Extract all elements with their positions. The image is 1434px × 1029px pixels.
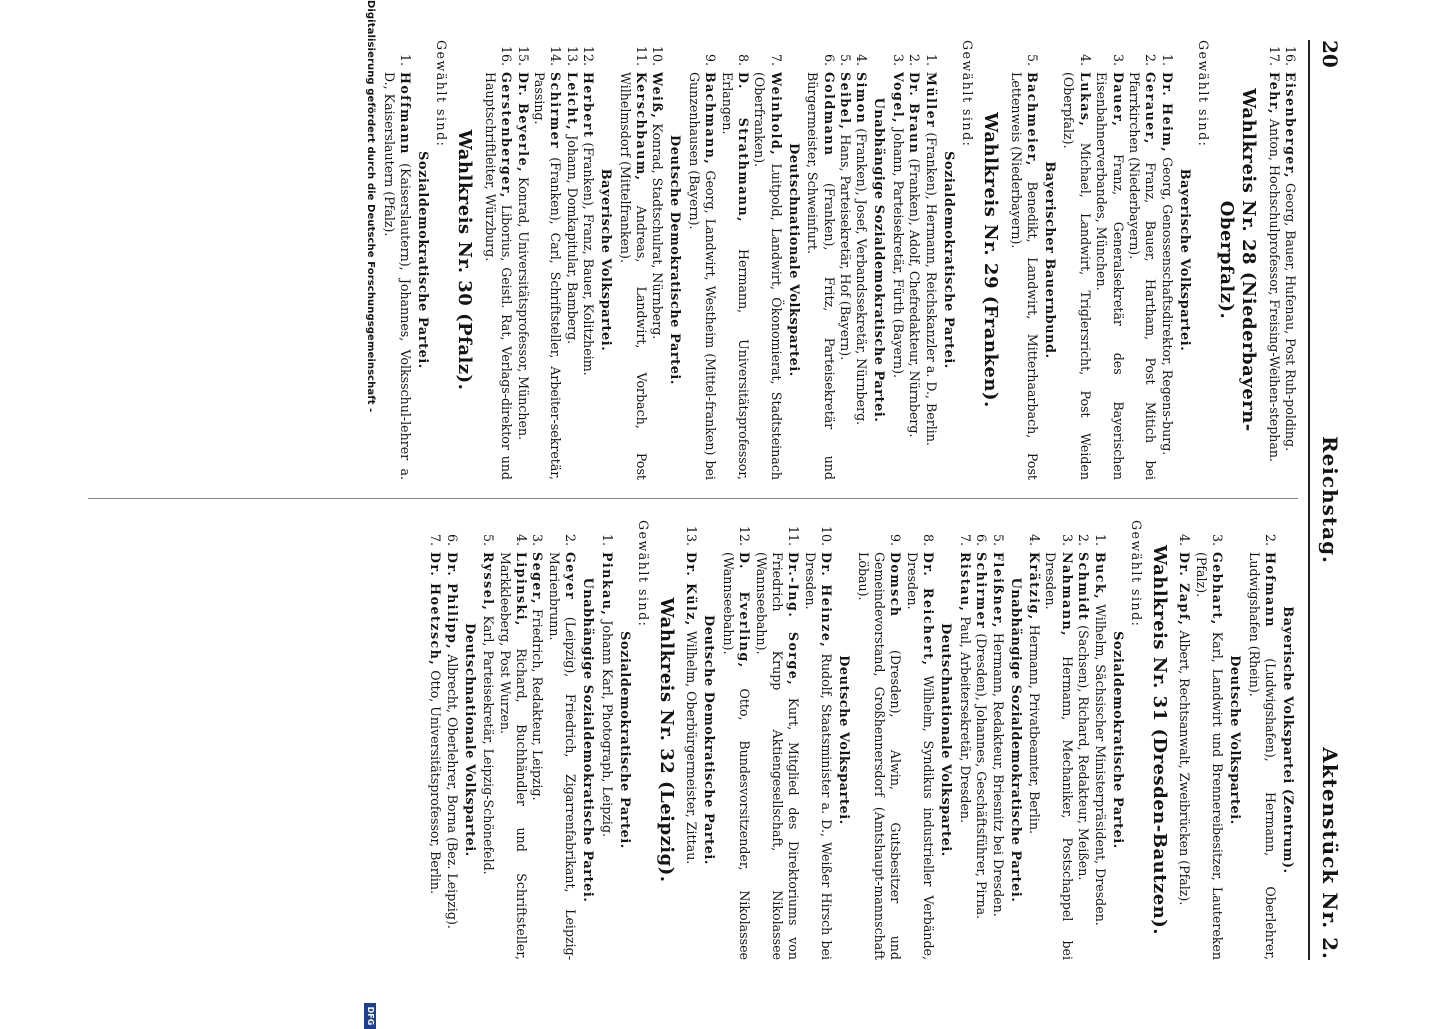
member-entry xyxy=(1026,520,1042,960)
member-name: Weinhold, xyxy=(768,72,784,157)
member-entry xyxy=(1042,520,1075,960)
entry-text xyxy=(649,72,665,480)
member-name: Müller xyxy=(923,72,939,129)
member-details: Johann, Domkapitular, Bamberg. xyxy=(564,135,580,345)
member-name: Dr. Külz, xyxy=(684,552,700,627)
member-name: Goldmann xyxy=(821,72,837,157)
member-entry xyxy=(1007,40,1040,480)
constituency-heading: Wahlkreis Nr. 29 (Franken). xyxy=(980,112,1002,408)
member-details: Paul, Arbeitersekretär, Dresden. xyxy=(957,616,973,824)
right-column xyxy=(427,520,1298,960)
party-heading: Deutschnationale Volkspartei. xyxy=(461,623,477,857)
member-name: Dr. Hoetzsch, xyxy=(428,552,444,667)
member-details: Hermann, Redakteur, Briesnitz bei Dresden. xyxy=(990,632,1006,917)
member-details: Andreas, Landwirt, Vorbach, Post Wilhelmsdorf (Mittelfranken). xyxy=(617,72,650,480)
entry-number: 4. xyxy=(1077,53,1093,66)
member-entry xyxy=(956,520,972,960)
member-name: Dr. Philipp, xyxy=(444,552,460,651)
member-entry xyxy=(890,40,906,480)
member-details: Johann Karl, Photograph, Leipzig. xyxy=(599,620,615,838)
member-name: Seger, xyxy=(530,552,546,606)
member-entry xyxy=(801,520,834,960)
entry-number: 2. xyxy=(907,53,923,66)
entry-text xyxy=(837,72,853,480)
member-entry xyxy=(752,520,801,960)
entry-number: 6. xyxy=(821,53,837,66)
entry-number: 9. xyxy=(703,53,719,66)
member-details: (Franken), Franz, Bauer, Kolitzheim. xyxy=(581,142,597,376)
member-details: Luitpold, Landwirt, Ökonomierat, Stadtsteinach (Oberfranken). xyxy=(752,72,784,480)
entry-number: 3. xyxy=(890,53,906,66)
party-heading: Unabhängige Sozialdemokratische Partei. xyxy=(580,577,596,903)
member-details: Hermann, Privatbeamter, Berlin. xyxy=(1026,624,1042,835)
member-name: Schmidt xyxy=(1076,552,1092,622)
member-name: Lukas, xyxy=(1077,72,1093,128)
constituency-heading: Wahlkreis Nr. 28 (Niederbayern-Oberpfalz). xyxy=(1216,88,1260,432)
entry-text xyxy=(854,552,903,960)
entry-text xyxy=(1060,72,1093,480)
member-details: Konrad, Universitätsprofessor, München. xyxy=(515,177,531,441)
entry-number: 5. xyxy=(838,53,854,66)
entry-number: 14. xyxy=(548,45,564,66)
member-details: Johann, Parteisekretär, Fürth (Bayern). xyxy=(890,128,906,379)
member-entry xyxy=(906,40,922,480)
party-heading: Deutsche Demokratische Partei. xyxy=(701,615,717,865)
member-entry xyxy=(443,520,459,960)
member-entry xyxy=(380,40,413,480)
elected-label: Gewählt sind: xyxy=(1128,520,1144,628)
entry-text xyxy=(545,552,578,960)
member-entry xyxy=(563,40,579,480)
entry-text xyxy=(1075,552,1091,960)
entry-number: 2. xyxy=(1076,533,1092,546)
member-name: Bachmann, xyxy=(703,72,719,166)
member-details: (Sachsen), Richard, Redakteur, Meißen. xyxy=(1076,625,1092,881)
party-heading: Deutsche Volkspartei. xyxy=(836,655,852,825)
member-entry xyxy=(529,520,545,960)
party-heading: Deutsche Demokratische Partei. xyxy=(667,135,683,385)
party-heading: Bayerische Volkspartei (Zentrum). xyxy=(1280,606,1295,874)
member-name: Schirmer xyxy=(974,552,990,630)
member-entry xyxy=(481,40,514,480)
member-name: Fehr, xyxy=(1266,72,1282,116)
member-entry xyxy=(480,520,496,960)
member-entry xyxy=(751,40,784,480)
entry-text xyxy=(906,72,922,480)
constituency-heading: Wahlkreis Nr. 31 (Dresden-Bautzen). xyxy=(1148,544,1170,936)
page-number: 20 xyxy=(1318,40,1342,68)
entry-number: 7. xyxy=(768,53,784,66)
member-name: Hoffmann xyxy=(397,72,413,155)
entry-number: 4. xyxy=(1177,533,1193,546)
entry-number: 1. xyxy=(1092,533,1108,546)
member-name: Hofmann xyxy=(1263,552,1278,629)
entry-text xyxy=(514,72,530,480)
member-entry xyxy=(598,520,614,960)
member-entry xyxy=(854,520,903,960)
entry-number: 6. xyxy=(974,533,990,546)
entry-text xyxy=(598,552,614,960)
member-details: Hermann, Mechaniker, Postschappel bei Dresden. xyxy=(1043,552,1075,960)
entry-text xyxy=(685,72,718,480)
member-name: Dr.-Ing. Sorge, xyxy=(786,552,802,687)
entry-number: 1. xyxy=(599,533,615,546)
member-name: Ryssel, xyxy=(481,552,497,612)
member-entry xyxy=(514,40,530,480)
header-document-number: Aktenstück Nr. 2. xyxy=(1318,747,1342,960)
entry-number: 2. xyxy=(1263,533,1278,546)
member-details: Liborius, Geistl. Rat, Verlags-direktor und Hauptschriftleiter, Würzburg. xyxy=(482,72,515,480)
member-details: Kurt, Mitglied des Direktoriums von Friedrich Krupp Aktiengesellschaft, Nikolassee (Wannseebahn). xyxy=(753,552,802,960)
entry-number: 1. xyxy=(923,53,939,66)
entry-text xyxy=(718,72,751,480)
elected-label: Gewählt sind: xyxy=(636,520,652,628)
entry-number: 9. xyxy=(888,533,904,546)
member-entry xyxy=(649,40,665,480)
party-heading: Unabhängige Sozialdemokratische Partei. xyxy=(1007,577,1023,903)
entry-text xyxy=(890,72,906,480)
member-details: Albrecht, Oberlehrer, Borna (Bez. Leipzig). xyxy=(444,654,460,929)
entry-number: 1. xyxy=(1159,53,1175,66)
entry-text xyxy=(904,552,937,960)
member-name: Herbert xyxy=(581,72,597,139)
entry-text xyxy=(719,552,752,960)
entry-text xyxy=(427,552,443,960)
member-entry xyxy=(1282,40,1298,480)
member-entry xyxy=(683,520,699,960)
entry-text xyxy=(1007,72,1040,480)
party-heading: Deutschnationale Volkspartei. xyxy=(938,623,954,857)
entry-number: 3. xyxy=(530,533,546,546)
entry-number: 4. xyxy=(1026,533,1042,546)
member-details: (Ludwigshafen), Hermann, Oberlehrer, Ludwigshafen (Rhein). xyxy=(1246,552,1278,960)
entry-text xyxy=(531,72,564,480)
member-details: Michael, Landwirt, Triglersricht, Post Weiden (Oberpfalz). xyxy=(1061,72,1093,480)
member-entry xyxy=(1176,520,1192,960)
member-details: Hans, Parteisekretär, Hof (Bayern). xyxy=(838,134,854,361)
entry-number: 6. xyxy=(444,533,460,546)
member-entry xyxy=(545,520,578,960)
member-name: Pinkau, xyxy=(599,552,615,617)
entry-text xyxy=(956,552,972,960)
member-details: (Leipzig), Friedrich, Zigarrenfabrikant, Leipzig-Marienbrunn. xyxy=(546,552,579,960)
dfg-logo: DFG xyxy=(364,1003,376,1029)
entry-number: 3. xyxy=(1059,533,1075,546)
member-name: Buck, xyxy=(1092,552,1108,601)
member-details: Richard, Buchhändler und Schriftsteller, Markkleeberg, Post Wurzen. xyxy=(497,552,529,960)
member-entry xyxy=(427,520,443,960)
elected-label: Gewählt sind: xyxy=(434,40,450,148)
entry-number: 8. xyxy=(736,53,752,66)
member-name: Leicht, xyxy=(564,72,580,132)
member-details: Otto, Bundesvorsitzender, Nikolassee (Wannseebahn). xyxy=(720,552,753,960)
entry-text xyxy=(1093,72,1126,480)
member-name: Gerauer, xyxy=(1143,72,1159,145)
member-entry xyxy=(904,520,937,960)
member-name: Schirmer xyxy=(548,72,564,150)
member-name: Domsch xyxy=(888,552,904,618)
party-heading: Bayerischer Bauernbund. xyxy=(1041,161,1057,359)
entry-number: 4. xyxy=(514,533,529,546)
party-heading: Sozialdemokratische Partei. xyxy=(1109,631,1125,849)
member-name: Lipinski, xyxy=(514,552,529,627)
member-entry xyxy=(1265,40,1281,480)
member-details: Konrad, Stadtschulrat, Nürnberg. xyxy=(650,123,666,340)
member-name: Dr. Beyerle, xyxy=(515,72,531,173)
entry-number: 10. xyxy=(650,45,666,66)
member-name: Weiß, xyxy=(650,72,666,120)
member-entry xyxy=(1093,40,1126,480)
entry-number: 13. xyxy=(564,45,580,66)
party-heading: Sozialdemokratische Partei. xyxy=(616,631,632,849)
entry-text xyxy=(922,72,938,480)
column-divider xyxy=(88,498,1298,499)
member-entry xyxy=(1075,520,1091,960)
constituency-heading: Wahlkreis Nr. 30 (Pfalz). xyxy=(454,129,476,391)
member-details: (Dresden), Alwin, Gutsbesitzer und Gemeindevorstand, Großhennersdorf (Amtshaupt-mannschaft Löbau). xyxy=(855,552,904,960)
entry-number: 13. xyxy=(684,525,700,546)
member-entry xyxy=(531,40,564,480)
member-entry xyxy=(1245,520,1278,960)
entry-text xyxy=(973,552,989,960)
member-details: Georg, Bauer, Hufenau, Post Ruh-polding. xyxy=(1283,183,1298,452)
member-details: Franz, Bauer, Hartham, Post Mitich bei Pfarrkirchen (Niederbayern). xyxy=(1126,72,1159,480)
entry-number: 12. xyxy=(737,525,753,546)
member-entry xyxy=(1091,520,1107,960)
member-entry xyxy=(616,40,649,480)
member-details: Karl, Landwirt und Brennereibesitzer, Lautereken (Pfalz). xyxy=(1193,552,1226,960)
member-details: Friedrich, Redakteur, Leipzig. xyxy=(530,609,546,801)
member-details: Wilhelm, Syndikus industrieller Verbände, Dresden. xyxy=(904,552,937,960)
member-entry xyxy=(1158,40,1174,480)
member-details: Wilhelm, Oberbürgermeister, Zittau. xyxy=(684,630,700,865)
member-name: Seibel, xyxy=(838,72,854,131)
member-details: Georg, Landwirt, Westheim (Mittel-franken) bei Gunzenhausen (Bayern). xyxy=(686,72,719,480)
member-entry xyxy=(496,520,529,960)
member-name: Simon xyxy=(854,72,870,125)
member-details: Rudolf, Staatsminister a. D., Weißer Hirsch bei Dresden. xyxy=(802,552,835,960)
entry-text xyxy=(481,72,514,480)
entry-text xyxy=(1192,552,1225,960)
member-entry xyxy=(685,40,718,480)
constituency-heading: Wahlkreis Nr. 32 (Leipzig). xyxy=(656,597,678,883)
member-name: Kerschbaum, xyxy=(634,72,650,182)
entry-number: 16. xyxy=(1283,45,1298,66)
entry-text xyxy=(1245,552,1278,960)
entry-text xyxy=(1042,552,1075,960)
member-details: (Dresden), Johannes, Geschäftsführer, Pirna. xyxy=(974,633,990,920)
entry-number: 2. xyxy=(1143,53,1159,66)
member-name: Bachmeier, xyxy=(1024,72,1040,167)
digitization-footer: Digitalisierung gefördert durch die Deutsche Forschungsgemeinschaft - xyxy=(365,0,376,413)
member-details: Benedikt, Landwirt, Mitterhaarbach, Post Lettenweis (Niederbayern). xyxy=(1008,72,1040,480)
entry-text xyxy=(1026,552,1042,960)
document-page xyxy=(6,0,1376,1026)
member-name: Dr. Braun xyxy=(907,72,923,155)
member-entry xyxy=(580,40,596,480)
entry-text xyxy=(751,72,784,480)
entry-number: 3. xyxy=(1110,53,1126,66)
member-name: Dr. Heim, xyxy=(1159,72,1175,154)
entry-number: 7. xyxy=(957,533,973,546)
member-name: Nahmann, xyxy=(1059,552,1075,638)
entry-number: 5. xyxy=(1024,53,1040,66)
member-details: Albert, Rechtsanwalt, Zweibrücken (Pfalz). xyxy=(1177,630,1193,906)
member-details: (Franken), Hermann, Reichskanzler a. D., Berlin. xyxy=(923,132,939,446)
entry-text xyxy=(989,552,1005,960)
member-details: Hermann, Universitätsprofessor, Erlangen. xyxy=(719,72,752,480)
elected-label: Gewählt sind: xyxy=(960,40,976,148)
entry-text xyxy=(1265,72,1281,480)
entry-number: 1. xyxy=(397,53,413,66)
entry-text xyxy=(1091,552,1107,960)
party-heading: Deutsche Volkspartei. xyxy=(1227,655,1243,825)
entry-text xyxy=(529,552,545,960)
member-details: (Franken), Adolf, Chefredakteur, Nürnberg. xyxy=(907,158,923,438)
entry-text xyxy=(853,72,869,480)
left-column xyxy=(380,40,1298,480)
member-details: Georg, Genossenschaftsdirektor, Regens-burg. xyxy=(1159,157,1175,456)
entry-number: 12. xyxy=(581,45,597,66)
member-details: Karl, Parteisekretär, Leipzig-Schönefeld. xyxy=(481,615,497,875)
member-entry xyxy=(922,40,938,480)
member-name: Fleißner, xyxy=(990,552,1006,629)
member-details: (Franken), Carl, Schriftsteller, Arbeiter-sekretär, Passing. xyxy=(532,72,564,480)
member-details: (Kaiserslautern), Johannes, Volksschul-lehrer a. D., Kaiserslautern (Pfalz). xyxy=(381,72,413,480)
entry-number: 10. xyxy=(819,525,835,546)
member-details: Anton, Hochschulprofessor, Freising-Weihen-stephan. xyxy=(1266,119,1282,463)
member-name: Dr. Reichert, xyxy=(921,552,937,667)
member-details: Otto, Universitätsprofessor, Berlin. xyxy=(428,670,444,895)
entry-number: 3. xyxy=(1210,533,1226,546)
member-details: (Franken), Josef, Verbandssekretär, Nürnberg. xyxy=(854,128,870,426)
entry-text xyxy=(1282,72,1298,480)
party-heading: Bayerische Volkspartei. xyxy=(598,168,614,352)
entry-number: 8. xyxy=(921,533,937,546)
party-heading: Unabhängige Sozialdemokratische Partei. xyxy=(871,97,887,423)
party-heading: Sozialdemokratische Partei. xyxy=(940,151,956,369)
entry-number: 11. xyxy=(634,45,650,66)
member-name: D. Everling, xyxy=(737,552,753,669)
member-entry xyxy=(837,40,853,480)
member-name: Ristau, xyxy=(957,552,973,613)
party-heading: Deutschnationale Volkspartei. xyxy=(785,143,801,377)
member-details: Franz, Generalsekretär des Bayerischen Eisenbahnerverbandes, München. xyxy=(1094,72,1126,480)
member-name: Vogel, xyxy=(890,72,906,125)
member-name: D. Strathmann, xyxy=(736,72,752,224)
entry-number: 11. xyxy=(786,525,802,546)
member-entry xyxy=(1192,520,1225,960)
member-entry xyxy=(804,40,837,480)
member-name: Krätzig, xyxy=(1026,552,1042,621)
page-header xyxy=(1308,40,1346,960)
entry-number: 4. xyxy=(854,53,870,66)
entry-text xyxy=(380,72,413,480)
entry-number: 17. xyxy=(1266,45,1282,66)
member-entry xyxy=(718,40,751,480)
member-details: Wilhelm, Sächsischer Ministerpräsident, Dresden. xyxy=(1092,604,1108,926)
entry-text xyxy=(1176,552,1192,960)
entry-number: 16. xyxy=(499,45,515,66)
member-entry xyxy=(1126,40,1159,480)
header-title: Reichstag. xyxy=(1318,435,1342,565)
party-heading: Bayerische Volkspartei. xyxy=(1176,168,1192,352)
member-entry xyxy=(1060,40,1093,480)
member-name: Gebhart, xyxy=(1210,552,1226,626)
member-name: Dr. Heinze, xyxy=(819,552,835,649)
entry-text xyxy=(1126,72,1159,480)
member-name: Dr. Zapf, xyxy=(1177,552,1193,627)
entry-number: 2. xyxy=(563,533,579,546)
entry-text xyxy=(443,552,459,960)
member-name: Geyer xyxy=(563,552,579,601)
entry-text xyxy=(580,72,596,480)
entry-text xyxy=(496,552,529,960)
member-details: (Franken), Fritz, Parteisekretär und Bürgermeister, Schweinfurt. xyxy=(805,72,837,480)
member-entry xyxy=(719,520,752,960)
member-entry xyxy=(853,40,869,480)
entry-text xyxy=(1158,72,1174,480)
entry-text xyxy=(804,72,837,480)
entry-text xyxy=(616,72,649,480)
entry-text xyxy=(683,552,699,960)
entry-number: 5. xyxy=(481,533,497,546)
entry-number: 15. xyxy=(515,45,531,66)
entry-text xyxy=(801,552,834,960)
entry-text xyxy=(752,552,801,960)
member-entry xyxy=(973,520,989,960)
entry-number: 5. xyxy=(990,533,1006,546)
party-heading: Sozialdemokratische Partei. xyxy=(414,151,430,369)
member-name: Eisenberger, xyxy=(1283,72,1298,180)
elected-label: Gewählt sind: xyxy=(1196,40,1212,148)
entry-text xyxy=(480,552,496,960)
member-entry xyxy=(989,520,1005,960)
entry-number: 7. xyxy=(428,533,444,546)
entry-text xyxy=(563,72,579,480)
member-name: Gerstenberger, xyxy=(499,72,515,199)
member-name: Dauer, xyxy=(1110,72,1126,128)
